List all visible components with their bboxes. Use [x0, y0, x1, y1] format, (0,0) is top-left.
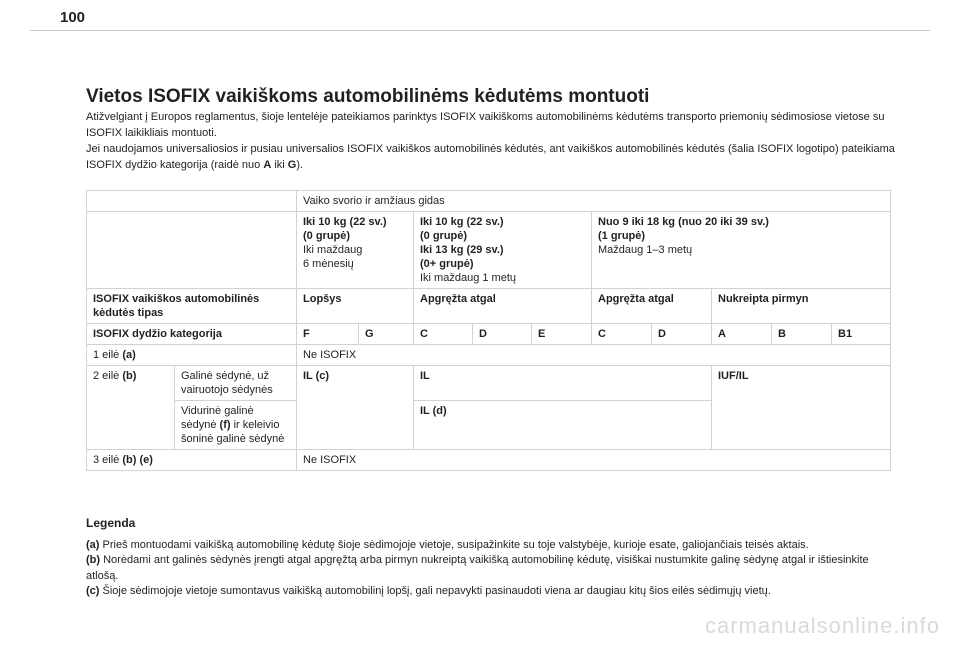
intro-text-span: iki [271, 159, 288, 171]
table-row [87, 191, 891, 212]
type-text: Lopšys [303, 293, 342, 305]
row2-ild [414, 401, 712, 450]
type-text: Apgręžta atgal [420, 293, 496, 305]
type-cell [297, 289, 414, 324]
size-cell [832, 324, 891, 345]
row2-iuf [712, 366, 891, 450]
group-text: (0 grupė) [420, 230, 468, 242]
row1-label-text: 1 eilė [93, 349, 120, 361]
row2-label [87, 366, 175, 450]
row1-label [87, 345, 297, 366]
legend-text: Šioje sėdimojoje vietoje sumontavus vaikišką automobilinį lopšį, gali nepavykti pasinaudoti viena ar daugiau kitų šios eilės sėdimųjų vietų. [99, 585, 771, 597]
type-cell [414, 289, 592, 324]
size-text: A [718, 328, 726, 340]
row2-seat-b-text: ir keleivio šoninė galinė sėdynė [181, 419, 285, 445]
page-title: Vietos ISOFIX vaikiškoms automobilinėms kėdutėms montuoti [86, 86, 650, 107]
type-cell [592, 289, 712, 324]
group-text: 6 mėnesių [303, 258, 354, 270]
size-text: B [778, 328, 786, 340]
size-text: G [365, 328, 374, 340]
type-cell [712, 289, 891, 324]
legend-title: Legenda [86, 516, 136, 530]
size-text: C [420, 328, 428, 340]
row2-il [414, 366, 712, 401]
legend-item [86, 584, 896, 600]
size-text: D [479, 328, 487, 340]
footnote-ref: (f) [219, 419, 231, 431]
row2-ilc-text: IL (c) [303, 370, 330, 382]
size-cell [652, 324, 712, 345]
size-letter-a: A [263, 159, 272, 171]
row3-label-text: 3 eilė [93, 454, 120, 466]
legend [86, 516, 896, 600]
size-label-text: ISOFIX dydžio kategorija [93, 328, 222, 340]
size-cell [592, 324, 652, 345]
intro-text-span: ). [296, 159, 304, 171]
size-text: E [538, 328, 546, 340]
table-cell-empty [87, 212, 297, 289]
size-cell [772, 324, 832, 345]
size-label [87, 324, 297, 345]
group-text: Iki maždaug [303, 244, 363, 256]
table-row [87, 345, 891, 366]
size-cell [712, 324, 772, 345]
header-divider [30, 30, 930, 31]
size-text: F [303, 328, 310, 340]
group-0plus-cell [414, 212, 592, 289]
group-0-cell [297, 212, 414, 289]
footnote-ref: (a) [122, 349, 136, 361]
type-text: Nukreipta pirmyn [718, 293, 809, 305]
type-label [87, 289, 297, 324]
legend-text: Prieš montuodami vaikišką automobilinę kėdutę šioje sėdimojoje vietoje, susipažinkite su toje valstybėje, kurioje esate, galiojančiais teisės aktais. [99, 538, 809, 551]
table-row [87, 289, 891, 324]
group-text: (0+ grupė) [420, 258, 474, 270]
intro-paragraph-2 [86, 141, 896, 173]
footnote-ref: (b) [122, 370, 137, 382]
size-text: C [598, 328, 606, 340]
watermark: carmanualsonline.info [704, 613, 940, 638]
row2-seat-a: Galinė sėdynė, už vairuotojo sėdynės [175, 366, 297, 401]
table-row [87, 324, 891, 345]
type-text: Apgręžta atgal [598, 293, 674, 305]
guide-header: Vaiko svorio ir amžiaus gidas [297, 191, 891, 212]
size-text: D [658, 328, 666, 340]
row3-label [87, 450, 297, 471]
row3-value: Ne ISOFIX [297, 450, 891, 471]
row2-ilc [297, 366, 414, 450]
size-cell [414, 324, 473, 345]
row2-il-text: IL [420, 370, 430, 382]
intro-text [86, 109, 896, 173]
row2-seat-b-text: Vidurinė galinė sėdynė [181, 405, 254, 431]
row2-iuf-text: IUF/IL [718, 370, 749, 382]
group-text: Iki 13 kg (29 sv.) [420, 244, 504, 256]
group-text: Nuo 9 iki 18 kg (nuo 20 iki 39 sv.) [598, 216, 769, 228]
row2-label-text: 2 eilė [93, 370, 120, 382]
group-text: Iki 10 kg (22 sv.) [420, 216, 504, 228]
table-row [87, 366, 891, 401]
size-letter-g: G [287, 159, 297, 171]
intro-paragraph-1: Atižvelgiant į Europos reglamentus, šioje lentelėje pateikiamos parinktys ISOFIX vaikiškoms automobilinėms kėdutėms transporto priemonių sėdimosiose vietose su ISOFIX laikikliais montuoti. [86, 111, 885, 139]
size-cell [532, 324, 592, 345]
isofix-table [86, 190, 891, 471]
page-number: 100 [60, 9, 86, 26]
row2-seat-b [175, 401, 297, 450]
table-row [87, 450, 891, 471]
size-text: B1 [838, 328, 853, 340]
legend-item [86, 538, 896, 554]
table-row [87, 212, 891, 289]
group-text: (0 grupė) [303, 230, 351, 242]
legend-key: (a) [86, 538, 100, 551]
intro-text-span: Jei naudojamos universaliosios ir pusiau universalios ISOFIX vaikiškos automobilinės kėdutės, ant vaikiškos automobilinės kėdutės (šalia ISOFIX logotipo) pateikiama ISOFIX dydžio kategorija (raidė nuo [86, 143, 895, 171]
legend-key: (c) [86, 585, 100, 597]
group-text: (1 grupė) [598, 230, 646, 242]
legend-key: (b) [86, 554, 101, 566]
legend-item [86, 553, 896, 584]
type-label-text: ISOFIX vaikiškos automobilinės kėdutės tipas [93, 293, 260, 319]
size-cell [359, 324, 414, 345]
group-text: Maždaug 1–3 metų [598, 244, 693, 256]
size-cell [297, 324, 359, 345]
row2-ild-text: IL (d) [420, 405, 447, 417]
group-text: Iki 10 kg (22 sv.) [303, 216, 387, 228]
table-cell-empty [87, 191, 297, 212]
footnote-ref: (b) (e) [122, 454, 153, 466]
group-1-cell [592, 212, 891, 289]
legend-text: Norėdami ant galinės sėdynės įrengti atgal apgręžtą arba pirmyn nukreiptą vaikišką automobilinę kėdutę, visiškai nustumkite galinę sėdynę atgal ir ištiesinkite atlošą. [86, 554, 869, 582]
row1-value: Ne ISOFIX [297, 345, 891, 366]
size-cell [473, 324, 532, 345]
group-text: Iki maždaug 1 metų [420, 272, 516, 284]
